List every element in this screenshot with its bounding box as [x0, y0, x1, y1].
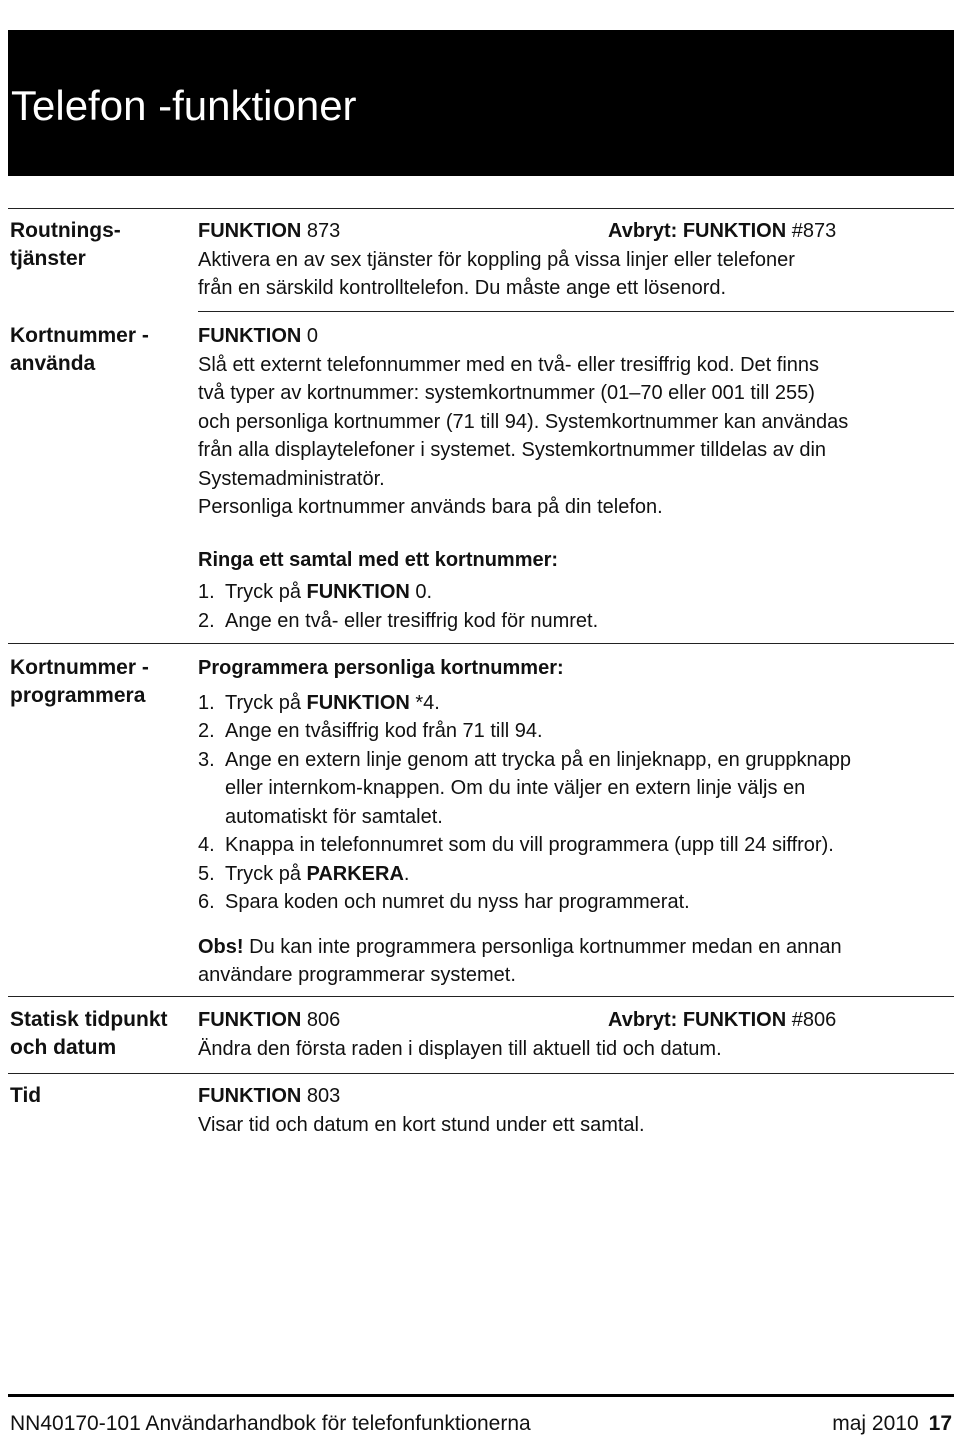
section-label-speed-use: Kortnummer - använda [10, 324, 149, 375]
static-time-code-row [198, 1006, 948, 1035]
call-steps [198, 578, 948, 635]
program-steps [198, 689, 948, 917]
routing-code-row [198, 217, 948, 246]
cancel-code: Avbryt: FUNKTION #873 [608, 220, 837, 242]
function-keyword: FUNKTION [198, 1009, 302, 1031]
step-item: 3. Ange en extern linje genom att trycka på en linjeknapp, en gruppknapp eller internkom-knappen. Om du inte väljer en extern linje väljs en automatiskt för samtalet. [198, 748, 851, 828]
step-item: 5. Tryck på PARKERA. [198, 862, 410, 885]
function-keyword: FUNKTION [198, 1085, 302, 1107]
page-number: 17 [928, 1412, 952, 1435]
time-code-row [198, 1082, 948, 1111]
function-keyword: FUNKTION [198, 325, 302, 347]
step-item: 4. Knappa in telefonnumret som du vill programmera (upp till 24 siffror). [198, 834, 834, 856]
speed-program-content [198, 654, 948, 990]
section-divider [198, 311, 954, 312]
speed-use-description: två typer av kortnummer: systemkortnummer (01–70 eller 001 till 255) [198, 382, 815, 404]
section-divider [8, 1073, 954, 1074]
static-time-content [198, 1006, 948, 1063]
section-divider [8, 996, 954, 997]
section-label-static-time: Statisk tidpunkt och datum [10, 1008, 168, 1059]
speed-use-description: och personliga kortnummer (71 till 94). Systemkortnummer kan användas [198, 410, 849, 433]
routing-description: från en särskild kontrolltelefon. Du måste ange ett lösenord. [198, 277, 727, 299]
routing-description: Aktivera en av sex tjänster för koppling på vissa linjer eller telefoner [198, 248, 795, 271]
function-code: 803 [306, 1085, 341, 1107]
speed-use-code-row [198, 322, 948, 351]
function-code: 806 [306, 1009, 341, 1031]
section-label-time: Tid [10, 1084, 42, 1107]
speed-use-description: Slå ett externt telefonnummer med en två- eller tresiffrig kod. Det finns [198, 353, 820, 376]
section-divider [8, 643, 954, 644]
speed-use-description: Systemadministratör. [198, 467, 385, 490]
step-item: 1. Tryck på FUNKTION 0. [198, 581, 433, 603]
call-speed-dial-heading: Ringa ett samtal med ett kortnummer: [198, 548, 559, 571]
footer-date: maj 2010 [832, 1412, 919, 1435]
footer-divider [8, 1394, 954, 1397]
step-item: 6. Spara koden och numret du nyss har programmerat. [198, 891, 690, 913]
speed-use-description: från alla displaytelefoner i systemet. Systemkortnummer tilldelas av din [198, 439, 827, 461]
static-time-description: Ändra den första raden i displayen till aktuell tid och datum. [198, 1037, 722, 1060]
section-label-routing: Routnings- tjänster [10, 219, 121, 270]
title-banner [8, 30, 954, 176]
section-divider [8, 208, 954, 209]
program-heading: Programmera personliga kortnummer: [198, 657, 564, 679]
routing-content [198, 217, 948, 303]
speed-use-description: Personliga kortnummer används bara på din telefon. [198, 496, 663, 518]
step-item: 1. Tryck på FUNKTION *4. [198, 691, 440, 714]
step-item: 2. Ange en två- eller tresiffrig kod för numret. [198, 609, 599, 632]
function-code: 873 [306, 220, 341, 242]
time-description: Visar tid och datum en kort stund under ett samtal. [198, 1113, 645, 1136]
section-label-speed-program: Kortnummer - programmera [10, 656, 149, 707]
function-code: 0 [306, 325, 319, 347]
speed-use-content [198, 322, 948, 635]
function-keyword: FUNKTION [198, 220, 302, 242]
time-content [198, 1082, 948, 1139]
cancel-code: Avbryt: FUNKTION #806 [608, 1009, 837, 1031]
step-item: 2. Ange en tvåsiffrig kod från 71 till 94. [198, 720, 543, 742]
note-label: Obs! [198, 935, 244, 958]
note: Obs! Du kan inte programmera personliga kortnummer medan en annan användare programmerar systemet. [198, 935, 842, 986]
page-title: Telefon -funktioner [11, 82, 357, 129]
footer-meta [832, 1410, 952, 1438]
footer-document-title: NN40170-101 Användarhandbok för telefonfunktionerna [10, 1412, 531, 1435]
